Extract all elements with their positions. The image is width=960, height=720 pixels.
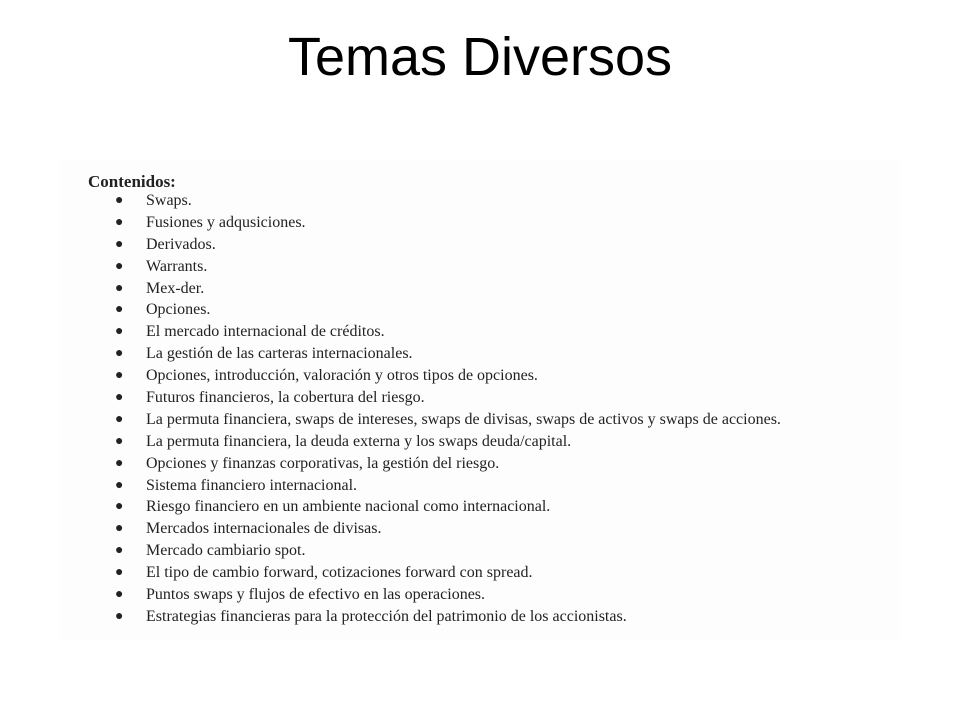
list-item [88, 190, 898, 212]
list-item-text: Futuros financieros, la cobertura del riesgo. [146, 389, 425, 407]
bullet-dot-icon: ● [115, 499, 124, 515]
list-item [88, 321, 898, 343]
list-item-text: Puntos swaps y flujos de efectivo en las operaciones. [146, 586, 486, 604]
bullet-dot-icon: ● [115, 390, 124, 406]
list-item [88, 299, 898, 321]
bullet-dot-icon: ● [115, 477, 124, 493]
list-item-text: Opciones, introducción, valoración y otros tipos de opciones. [146, 367, 538, 385]
bullet-dot-icon: ● [115, 302, 124, 318]
bullet-dot-icon: ● [115, 608, 124, 624]
bullet-dot-icon: ● [115, 346, 124, 362]
list-item-text: La permuta financiera, swaps de intereses, swaps de divisas, swaps de activos y swaps de acciones. [146, 410, 781, 428]
list-item [88, 584, 898, 606]
bullet-dot-icon: ● [115, 280, 124, 296]
list-item-text: Mercado cambiario spot. [146, 542, 306, 560]
list-item [88, 343, 898, 365]
bullet-dot-icon: ● [115, 455, 124, 471]
list-item-text: La permuta financiera, la deuda externa y los swaps deuda/capital. [146, 432, 572, 450]
topics-list [88, 190, 898, 628]
bullet-dot-icon: ● [115, 565, 124, 581]
list-item [88, 387, 898, 409]
bullet-dot-icon: ● [115, 433, 124, 449]
list-item-text: Estrategias financieras para la protección del patrimonio de los accionistas. [146, 607, 627, 625]
bullet-dot-icon: ● [115, 236, 124, 252]
list-item-text: Mercados internacionales de divisas. [146, 520, 382, 538]
list-item-text: Opciones y finanzas corporativas, la gestión del riesgo. [146, 454, 500, 472]
list-item [88, 212, 898, 234]
list-item-text: Warrants. [146, 257, 208, 275]
list-item-text: Fusiones y adqusiciones. [146, 213, 306, 231]
list-item [88, 278, 898, 300]
list-item [88, 234, 898, 256]
list-item-text: Derivados. [146, 235, 216, 253]
list-item-text: La gestión de las carteras internacionales. [146, 345, 413, 363]
bullet-dot-icon: ● [115, 543, 124, 559]
bullet-dot-icon: ● [115, 324, 124, 340]
bullet-dot-icon: ● [115, 214, 124, 230]
list-item [88, 496, 898, 518]
list-item [88, 365, 898, 387]
list-item-text: El tipo de cambio forward, cotizaciones forward con spread. [146, 564, 533, 582]
list-item [88, 453, 898, 475]
list-item [88, 562, 898, 584]
contents-heading: Contenidos: [88, 172, 176, 191]
bullet-dot-icon: ● [115, 258, 124, 274]
list-item [88, 475, 898, 497]
bullet-dot-icon: ● [115, 411, 124, 427]
list-item [88, 606, 898, 628]
bullet-dot-icon: ● [115, 587, 124, 603]
list-item [88, 256, 898, 278]
list-item-text: El mercado internacional de créditos. [146, 323, 385, 341]
bullet-dot-icon: ● [115, 193, 124, 208]
list-item-text: Sistema financiero internacional. [146, 476, 358, 494]
slide-title: Temas Diversos [287, 27, 673, 87]
list-item-text: Swaps. [146, 192, 192, 209]
list-item-text: Riesgo financiero en un ambiente nacional como internacional. [146, 498, 551, 516]
list-item-text: Mex-der. [146, 279, 205, 297]
bullet-dot-icon: ● [115, 368, 124, 384]
list-item [88, 409, 898, 431]
list-item [88, 518, 898, 540]
list-item [88, 540, 898, 562]
list-item-text: Opciones. [146, 301, 211, 319]
bullet-dot-icon: ● [115, 521, 124, 537]
list-item [88, 431, 898, 453]
